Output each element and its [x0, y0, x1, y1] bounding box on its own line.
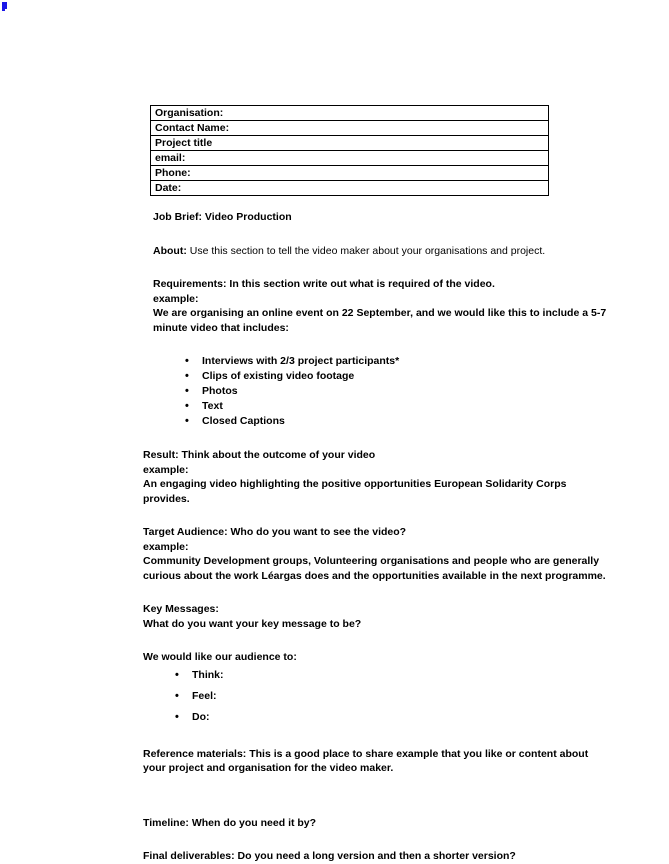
list-item: • Do: — [143, 707, 669, 728]
table-row — [151, 121, 549, 136]
target-audience-example-text: Community Development groups, Volunteering organisations and people who are generally curious about the work Léargas does and the opportunities available in the next programme. — [143, 555, 606, 582]
list-item: • Feel: — [143, 686, 669, 707]
timeline-text: Timeline: When do you need it by? — [143, 816, 317, 829]
table-row — [151, 106, 549, 121]
table-row — [151, 136, 549, 151]
document-body — [0, 210, 669, 864]
list-item: • Closed Captions — [153, 414, 669, 429]
table-cell-date: Date: — [151, 181, 549, 196]
spacer — [143, 776, 669, 816]
table-row — [151, 181, 549, 196]
requirements-example-label: example: — [153, 292, 199, 305]
list-item: • Think: — [143, 665, 669, 686]
list-item: • Clips of existing video footage — [153, 369, 669, 384]
spacer — [143, 631, 669, 650]
document-title: Job Brief: Video Production — [153, 211, 292, 223]
about-text: Use this section to tell the video maker about your organisations and project. — [186, 244, 546, 257]
final-deliverables-text: Final deliverables: Do you need a long version and then a shorter version? — [143, 850, 516, 862]
list-item: • Interviews with 2/3 project participants* — [153, 354, 669, 369]
spacer — [143, 728, 669, 747]
target-audience-example-label: example: — [143, 540, 189, 553]
reference-materials-text: Reference materials: This is a good place to share example that you like or content about your project and organisation for the video maker. — [143, 747, 589, 774]
requirements-heading: Requirements: In this section write out what is required of the video. — [153, 278, 495, 290]
lower-text-block — [0, 448, 669, 864]
table-row — [151, 151, 549, 166]
spacer — [143, 506, 669, 525]
key-messages-heading: Key Messages: — [143, 603, 219, 615]
table-row — [151, 166, 549, 181]
corner-artifact — [2, 2, 7, 9]
table-cell-phone: Phone: — [151, 166, 549, 181]
spacer — [153, 258, 669, 277]
spacer — [143, 583, 669, 602]
contact-info-table — [150, 105, 549, 196]
requirements-list — [153, 354, 669, 429]
result-example-text: An engaging video highlighting the positive opportunities European Solidarity Corps provides. — [143, 478, 567, 505]
result-heading: Result: Think about the outcome of your video — [143, 449, 376, 461]
about-label: About: — [153, 244, 187, 257]
contact-info-table-body — [151, 106, 549, 196]
upper-text-block — [0, 210, 669, 429]
spacer — [0, 429, 669, 448]
table-cell-organisation: Organisation: — [151, 106, 549, 121]
table-cell-project-title: Project title — [151, 136, 549, 151]
requirements-example-text: We are organising an online event on 22 September, and we would like this to include a 5-7 minute video that includes: — [153, 307, 607, 334]
table-cell-contact-name: Contact Name: — [151, 121, 549, 136]
list-item: • Text — [153, 399, 669, 414]
key-messages-prompt: What do you want your key message to be? — [143, 617, 362, 630]
about-paragraph — [153, 244, 669, 259]
result-example-label: example: — [143, 463, 189, 476]
audience-wishes-heading: We would like our audience to: — [143, 651, 297, 663]
spacer — [153, 335, 669, 354]
list-item: • Photos — [153, 384, 669, 399]
target-audience-heading: Target Audience: Who do you want to see the video? — [143, 526, 407, 538]
spacer — [143, 830, 669, 849]
spacer — [153, 225, 669, 244]
audience-wishes-list — [143, 665, 669, 728]
table-cell-email: email: — [151, 151, 549, 166]
